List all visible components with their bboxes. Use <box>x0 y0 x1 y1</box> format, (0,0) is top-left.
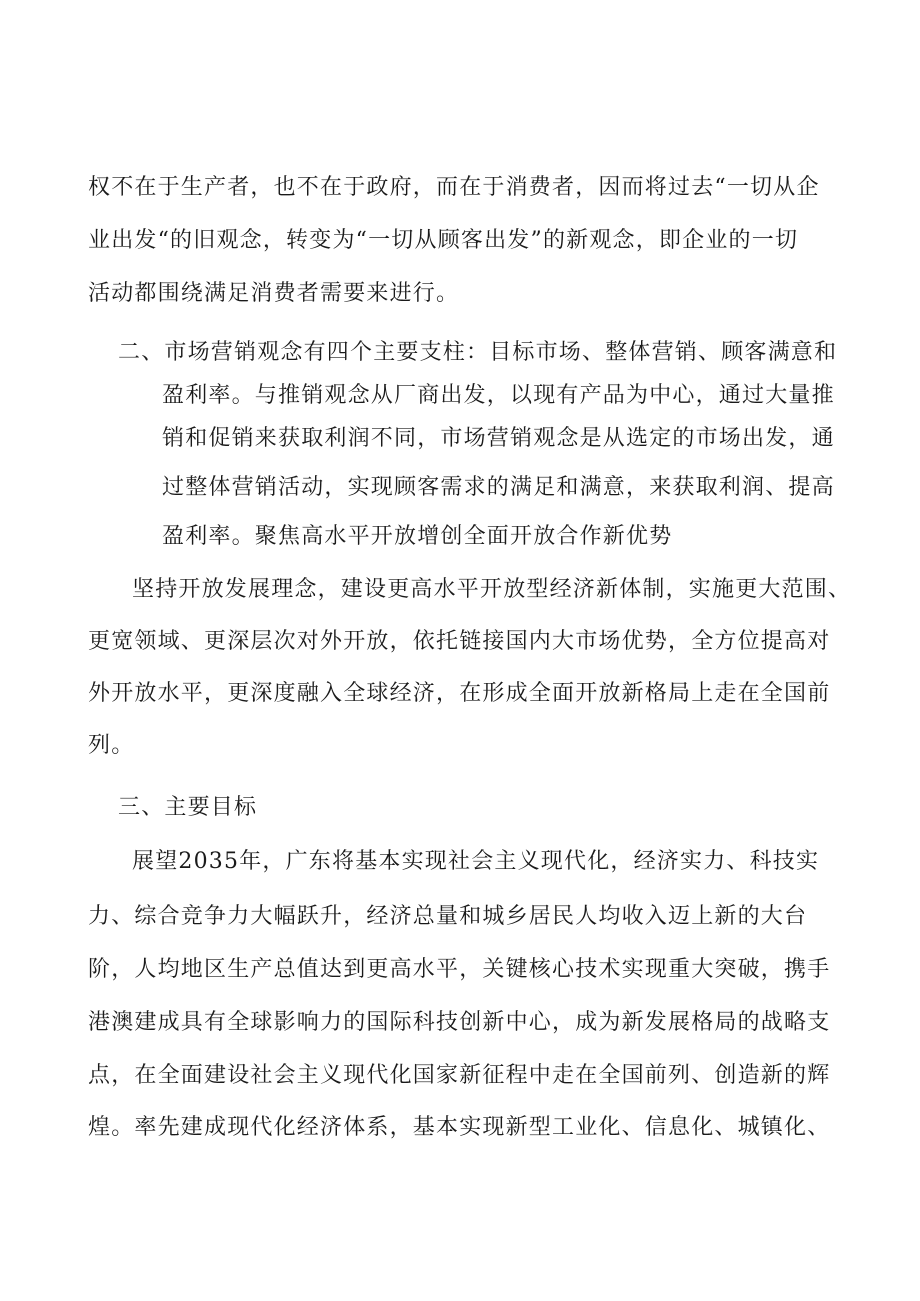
paragraph-1-line-1: 权不在于生产者，也不在于政府，而在于消费者，因而将过去“一切从企 <box>88 175 820 200</box>
paragraph-4-line-6: 煌。率先建成现代化经济体系，基本实现新型工业化、信息化、城镇化、 <box>88 1115 831 1140</box>
paragraph-1-line-2: 业出发“的旧观念，转变为“一切从顾客出发”的新观念，即企业的一切 <box>88 228 799 253</box>
paragraph-4-line-3: 阶，人均地区生产总值达到更高水平，关键核心技术实现重大突破，携手 <box>88 957 831 982</box>
paragraph-2-line-3: 销和促销来获取利润不同，市场营销观念是从选定的市场出发，通 <box>162 426 835 451</box>
paragraph-1-line-3: 活动都围绕满足消费者需要来进行。 <box>88 281 460 306</box>
paragraph-2-line-4: 过整体营销活动，实现顾客需求的满足和满意，来获取利润、提高 <box>162 475 835 500</box>
paragraph-4-line-2: 力、综合竞争力大幅跃升，经济总量和城乡居民人均收入迈上新的大台 <box>88 904 808 929</box>
paragraph-2-line-5: 盈利率。聚焦高水平开放增创全面开放合作新优势 <box>162 524 673 549</box>
section-heading-main-goals: 三、主要目标 <box>118 795 258 820</box>
paragraph-3-line-1: 坚持开放发展理念，建设更高水平开放型经济新体制，实施更大范围、 <box>132 577 852 602</box>
paragraph-2-line-1: 二、市场营销观念有四个主要支柱：目标市场、整体营销、顾客满意和 <box>118 340 838 365</box>
paragraph-3-line-4: 列。 <box>88 733 135 758</box>
paragraph-4-line-1: 展望2035年，广东将基本实现社会主义现代化，经济实力、科技实 <box>132 849 820 874</box>
paragraph-4-line-5: 点，在全面建设社会主义现代化国家新征程中走在全国前列、创造新的辉 <box>88 1063 831 1088</box>
paragraph-3-line-3: 外开放水平，更深度融入全球经济，在形成全面开放新格局上走在全国前 <box>88 681 831 706</box>
paragraph-2-line-2: 盈利率。与推销观念从厂商出发，以现有产品为中心，通过大量推 <box>162 383 835 408</box>
paragraph-3-line-2: 更宽领域、更深层次对外开放，依托链接国内大市场优势，全方位提高对 <box>88 629 831 654</box>
paragraph-4-line-4: 港澳建成具有全球影响力的国际科技创新中心，成为新发展格局的战略支 <box>88 1010 831 1035</box>
